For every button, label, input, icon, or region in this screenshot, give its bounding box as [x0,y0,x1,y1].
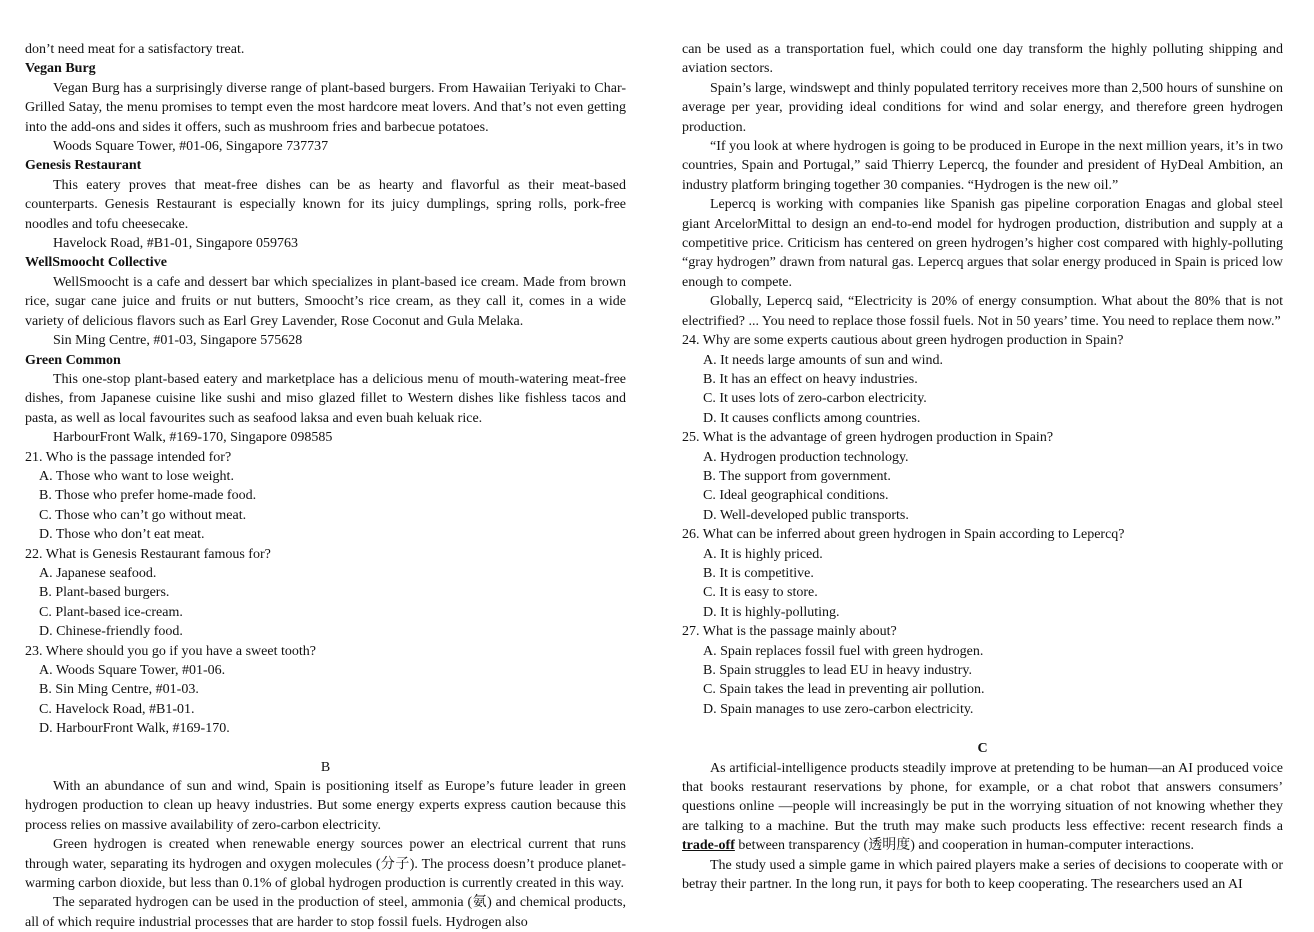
section-label-b: B [320,759,331,775]
restaurant-address: Havelock Road, #B1-01, Singapore 059763 [53,236,298,252]
option-d: D. It causes conflicts among countries. [703,410,921,426]
option-b: B. Plant-based burgers. [39,585,170,601]
option-d: D. It is highly-polluting. [703,604,840,620]
restaurant-name: Vegan Burg [25,61,96,77]
restaurant-genesis [25,156,626,253]
section-b-paragraph: With an abundance of sun and wind, Spain is positioning itself as Europe’s future leader in green hydrogen production to clean up heavy industries. But some energy experts express caution because this process relies on massive availability of zero-carbon electricity. [25,779,626,833]
question-25 [682,428,1283,525]
option-b: B. Sin Ming Centre, #01-03. [39,682,199,698]
option-a: A. Woods Square Tower, #01-06. [39,663,226,678]
keyword-trade-off: trade-off [682,838,735,854]
question-27 [682,622,1283,719]
option-a: A. Japanese seafood. [39,565,157,581]
question-21 [25,448,626,545]
section-c-text-after: between transparency (透明度) and cooperation in human-computer interactions. [734,838,1194,854]
question-text: 22. What is Genesis Restaurant famous for? [25,546,271,562]
restaurant-address: HarbourFront Walk, #169-170, Singapore 098585 [53,430,333,446]
option-a: A. It needs large amounts of sun and wind. [703,352,944,368]
restaurant-wellsmoocht [25,253,626,350]
question-23 [25,642,626,739]
option-a: A. It is highly priced. [703,546,823,562]
option-b: B. It is competitive. [703,565,814,581]
passage-b-paragraph: Spain’s large, windswept and thinly populated territory receives more than 2,500 hours of sunshine on average per year, providing ideal conditions for wind and solar energy, and therefore green hydrogen production. [682,80,1283,135]
option-d: D. HarbourFront Walk, #169-170. [39,721,230,737]
intro-tail: don’t need meat for a satisfactory treat. [25,42,245,57]
section-c-paragraph [682,759,1283,856]
question-text: 26. What can be inferred about green hydrogen in Spain according to Lepercq? [682,527,1125,543]
option-c: C. Spain takes the lead in preventing air pollution. [703,682,985,698]
section-c-paragraph: The study used a simple game in which paired players make a series of decisions to cooperate with or betray their partner. In the long run, it pays for both to keep cooperating. The researchers used an AI [682,857,1283,893]
passage-b-paragraph: can be used as a transportation fuel, which could one day transform the highly polluting shipping and aviation sectors. [682,42,1283,77]
option-c: C. Those who can’t go without meat. [39,507,247,523]
option-c: C. It is easy to store. [703,585,818,601]
option-c: C. Havelock Road, #B1-01. [39,701,195,717]
section-b-paragraph: Green hydrogen is created when renewable energy sources power an electrical current that runs through water, separating its hydrogen and oxygen molecules (分子). The process doesn’t produce planet-warming carbon dioxide, but less than 0.1% of global hydrogen production is currently created in this way. [25,837,626,892]
question-text: 24. Why are some experts cautious about green hydrogen production in Spain? [682,333,1124,349]
passage-b-paragraph: “If you look at where hydrogen is going to be produced in Europe in the next million years, it’s in two countries, Spain and Portugal,” said Thierry Lepercq, the founder and president of HyDeal Ambition, an industry platform bringing together 30 companies. “Hydrogen is the new oil.” [682,139,1283,193]
restaurant-address: Woods Square Tower, #01-06, Singapore 737737 [53,139,329,155]
section-c-text: As artificial-intelligence products steadily improve at pretending to be human—an AI produced voice that books restaurant reservations by phone, for example, or a chat robot that answers consumers’ questions online —people will increasingly be put in the worrying situation of not knowing whether they are talking to a machine. But the truth may make such products less effective: recent research finds a [682,760,1283,834]
section-b-paragraph: The separated hydrogen can be used in the production of steel, ammonia (氨) and chemical products, all of which require industrial processes that are harder to stop fossil fuels. Hydrogen also [25,895,626,930]
option-b: B. Those who prefer home-made food. [39,488,257,504]
option-c: C. It uses lots of zero-carbon electricity. [703,391,927,407]
restaurant-vegan-burg [25,59,626,156]
option-c: C. Plant-based ice-cream. [39,604,183,620]
question-text: 21. Who is the passage intended for? [25,449,232,465]
option-b: B. It has an effect on heavy industries. [703,371,918,387]
option-c: C. Ideal geographical conditions. [703,488,889,504]
passage-b-paragraph: Globally, Lepercq said, “Electricity is 20% of energy consumption. What about the 80% that is not electrified? ... You need to replace those fossil fuels. Not in 50 years’ time. You need to replace them now.” [682,294,1283,329]
restaurant-desc: This one-stop plant-based eatery and marketplace has a delicious menu of mouth-watering meat-free dishes, from Japanese cuisine like sushi and miso glazed fillet to Western dishes like fishless tacos and pasta, as well as local favourites such as seafood laksa and even buah keluak rice. [25,371,626,426]
question-text: 27. What is the passage mainly about? [682,624,897,640]
right-column [682,40,1283,894]
option-a: A. Those who want to lose weight. [39,468,234,484]
restaurant-green-common [25,351,626,448]
restaurant-name: Green Common [25,352,121,368]
section-label-c: C [977,741,988,757]
question-24 [682,331,1283,428]
option-b: B. The support from government. [703,468,891,484]
restaurant-desc: This eatery proves that meat-free dishes can be as hearty and flavorful as their meat-based counterparts. Genesis Restaurant is especially known for its juicy dumplings, spring rolls, pork-free noodles and tofu cheesecake. [25,177,626,232]
option-d: D. Chinese-friendly food. [39,624,183,640]
left-column [25,40,626,932]
option-d: D. Well-developed public transports. [703,507,909,523]
option-d: D. Spain manages to use zero-carbon electricity. [703,701,974,717]
restaurant-name: WellSmoocht Collective [25,255,167,271]
restaurant-desc: WellSmoocht is a cafe and dessert bar which specializes in plant-based ice cream. Made from brown rice, sugar cane juice and fruits or nut butters, Smoocht’s rice cream, as they call it, comes in a wide variety of delicious flavors such as Earl Grey Lavender, Rose Coconut and Gula Melaka. [25,274,626,329]
option-b: B. Spain struggles to lead EU in heavy industry. [703,663,972,678]
restaurant-name: Genesis Restaurant [25,158,142,174]
restaurant-desc: Vegan Burg has a surprisingly diverse range of plant-based burgers. From Hawaiian Teriyaki to Char-Grilled Satay, the menu promises to tempt even the most hardcore meat lovers. And that’s not even getting into the add-ons and sides it offers, such as mushroom fries and barbecue potatoes. [25,80,626,135]
question-text: 25. What is the advantage of green hydrogen production in Spain? [682,430,1054,446]
question-26 [682,525,1283,622]
question-text: 23. Where should you go if you have a sweet tooth? [25,643,316,659]
option-a: A. Hydrogen production technology. [703,449,909,465]
option-a: A. Spain replaces fossil fuel with green hydrogen. [703,643,984,659]
passage-b-paragraph: Lepercq is working with companies like Spanish gas pipeline corporation Enagas and global steel giant ArcelorMittal to design an end-to-end model for hydrogen production, distribution and supply at a competitive price. Criticism has centered on green hydrogen’s higher cost compared with highly-polluting “gray hydrogen” drawn from natural gas. Lepercq argues that solar energy produced in Spain is priced low enough to compete. [682,197,1283,290]
question-22 [25,545,626,642]
restaurant-address: Sin Ming Centre, #01-03, Singapore 575628 [53,333,303,349]
option-d: D. Those who don’t eat meat. [39,527,205,543]
